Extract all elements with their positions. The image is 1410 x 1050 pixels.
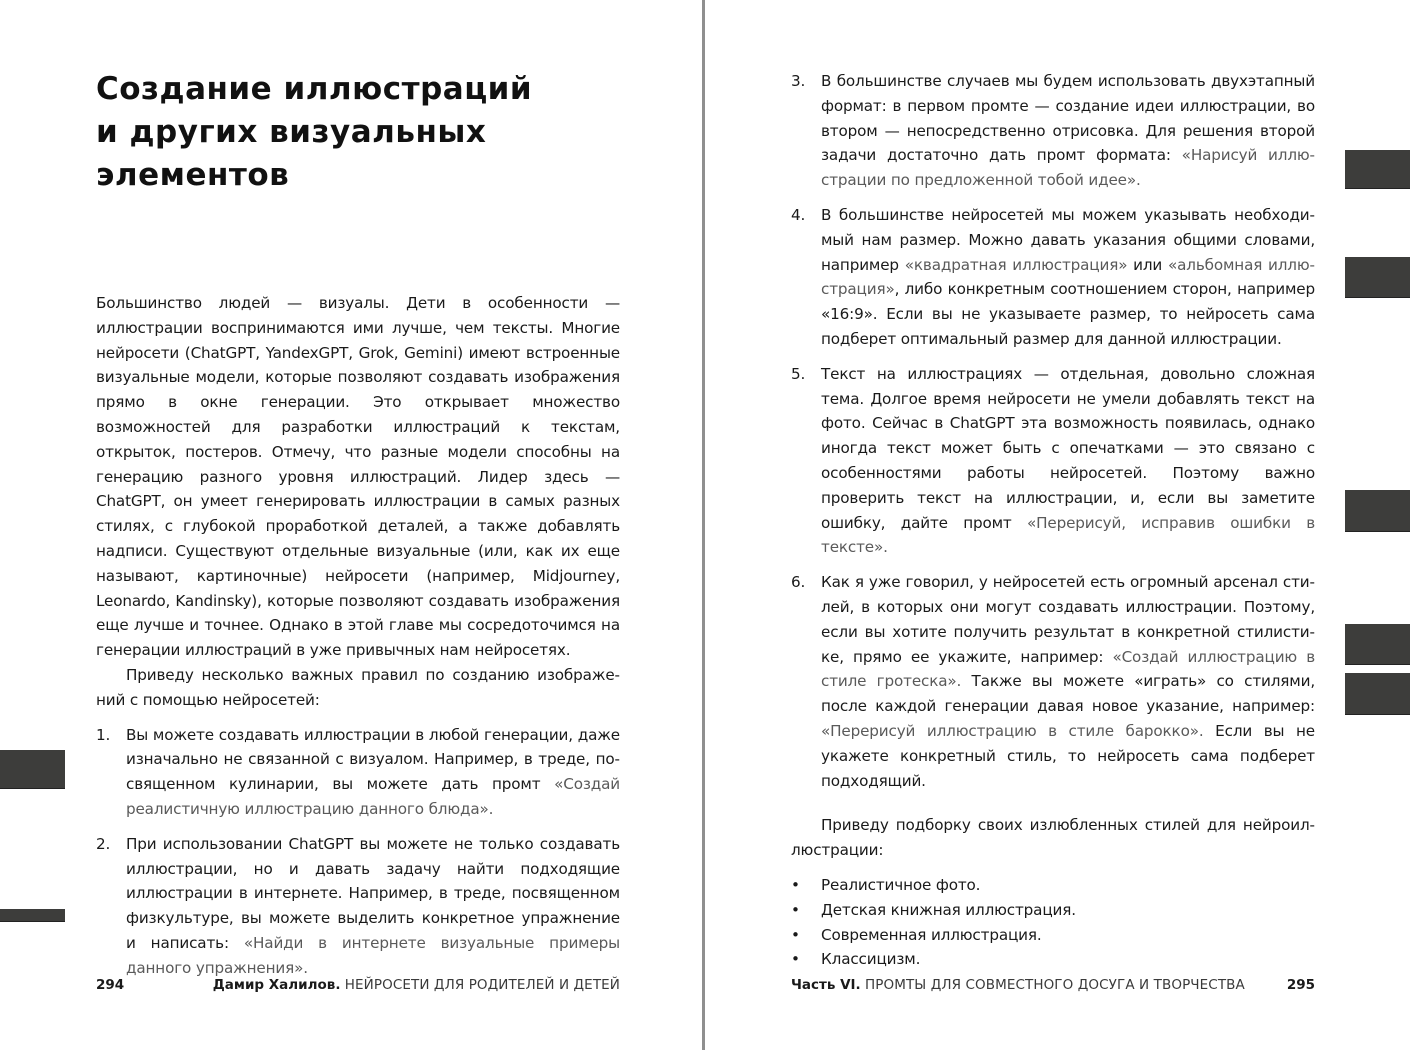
rule-text: В большинстве нейросетей мы можем указывать необходимый нам размер. Можно давать указания общими словами, например — [821, 205, 1315, 274]
title-line: элементов — [96, 157, 290, 193]
page-number: 295 — [1286, 977, 1315, 993]
running-header — [213, 975, 620, 995]
rule-number: 1. — [96, 725, 111, 744]
rules-intro: Приведу несколько важных правил по созданию изображений с помощью нейросетей: — [96, 665, 620, 709]
title-line: Создание иллюстраций — [96, 71, 533, 107]
rule-text: В большинстве случаев мы будем использовать двухэтапный формат: в первом промте — создание идеи иллюстрации, во втором — непосредственно отрисовка. Для решения второй задачи достаточно дать промт формата: — [821, 72, 1315, 165]
title-line: и других визуальных — [96, 114, 487, 150]
rule-item — [791, 203, 1315, 352]
rules-list — [96, 723, 620, 981]
rule-item — [791, 69, 1315, 193]
rule-item — [96, 723, 620, 822]
prompt-example: «Найди в интернете визуальные примеры данного упражнения». — [126, 933, 620, 977]
left-page — [0, 0, 703, 1050]
rule-text: или — [1127, 255, 1168, 274]
rule-text: При использовании ChatGPT вы можете не только создавать иллюстрации, но и давать задачу найти подходящие иллюстрации в интернете. Например, в треде, посвященном физкультуре, вы можете выделить конкретное упражнение и написать: — [126, 834, 620, 952]
rule-item — [791, 362, 1315, 560]
author-name: Дамир Халилов. — [212, 977, 341, 993]
rule-text: Также вы можете «играть» со стилями, после каждой генерации давая новое указание, например: — [821, 672, 1315, 716]
bullet-icon: • — [791, 950, 800, 969]
rules-list-continued — [791, 69, 1315, 793]
rule-item — [791, 570, 1315, 793]
left-body — [96, 291, 620, 991]
style-label: Классицизм. — [821, 950, 921, 969]
rule-number: 2. — [96, 834, 111, 853]
edge-index-tab — [0, 909, 65, 922]
bullet-icon: • — [791, 925, 800, 944]
edge-index-tab — [0, 750, 65, 789]
intro-paragraph: Большинство людей — визуалы. Дети в особенности — иллюстрации воспринимаются ими лучше, чем тексты. Многие нейросети (ChatGPT, YandexGPT, Grok, Gemini) имеют встроенные визуальные модели, которые позволяют создавать изображения прямо в окне генерации. Это открывает множество возможностей для разработки иллюстраций к текстам, открыток, постеров. Отмечу, что разные модели способны на генерацию разного уровня иллюстраций. Лидер здесь — ChatGPT, он умеет генерировать иллюстрации в самых разных стилях, с глубокой проработкой деталей, а также добавлять надписи. Существуют отдельные визуальные (или, как их еще называют, картиночные) нейросети (например, Midjourney, Leonardo, Kandinsky), которые позволяют создавать изображения еще лучше и точнее. Однако в этой главе мы сосредоточимся на генерации иллюстраций в уже привычных нам нейросетях. — [96, 294, 620, 660]
styles-list — [791, 873, 1315, 972]
prompt-example: «Нарисуй иллюстрации по предложенной тобой идее». — [821, 146, 1316, 190]
part-label: Часть VI. — [791, 977, 861, 993]
bullet-icon: • — [791, 900, 800, 919]
prompt-example: «квадратная иллюстрация» — [904, 255, 1128, 274]
style-item — [791, 923, 1315, 948]
style-item — [791, 873, 1315, 898]
edge-index-tab — [1345, 624, 1410, 665]
edge-index-tab — [1345, 490, 1410, 532]
bullet-icon: • — [791, 875, 800, 894]
rule-item — [96, 832, 620, 981]
running-header — [791, 975, 1245, 995]
style-item — [791, 947, 1315, 972]
rule-number: 3. — [791, 72, 806, 90]
edge-index-tab — [1345, 150, 1410, 189]
chapter-title — [96, 68, 616, 197]
rule-text: Текст на иллюстрациях — отдельная, довольно сложная тема. Долгое время нейросети не умели добавлять текст на фото. Сейчас в ChatGPT эта возможность появилась, однако иногда текст может быть с опечатками — это связано с особенностями работы нейросетей. Поэтому важно проверить текст на иллюстрации, и, если вы заметите ошибку, дайте промт — [821, 364, 1315, 532]
rule-number: 6. — [791, 573, 806, 592]
book-title: НЕЙРОСЕТИ ДЛЯ РОДИТЕЛЕЙ И ДЕТЕЙ — [344, 977, 620, 993]
prompt-example: «Создай реалистичную иллюстрацию данного блюда». — [126, 775, 620, 818]
prompt-example: «альбомная иллюстрация» — [821, 255, 1315, 299]
prompt-example: «Перерисуй, исправив ошибки в тексте». — [821, 513, 1316, 557]
style-label: Реалистичное фото. — [821, 875, 981, 894]
right-page — [705, 0, 1410, 1050]
styles-intro: Приведу подборку своих излюбленных стилей для нейроиллюстрации: — [791, 816, 1315, 860]
edge-index-tab — [1345, 673, 1410, 715]
style-label: Детская книжная иллюстрация. — [821, 900, 1076, 919]
rule-text: Как я уже говорил, у нейросетей есть огромный арсенал стилей, в которых они могут создавать иллюстрации. Поэтому, если вы хотите получить результат в конкретной стилистике, прямо ее укажите, например: — [821, 573, 1315, 666]
rule-text: Если вы не укажете конкретный стиль, то нейросеть сама подберет подходящий. — [821, 721, 1315, 790]
style-item — [791, 898, 1315, 923]
edge-index-tab — [1345, 257, 1410, 298]
rule-number: 4. — [791, 205, 806, 224]
prompt-example: «Перерисуй иллюстрацию в стиле барокко». — [821, 721, 1204, 740]
right-body — [791, 69, 1315, 972]
prompt-example: «Создай иллюстрацию в стиле гротеска». — [821, 647, 1315, 691]
page-number: 294 — [96, 977, 125, 993]
style-label: Современная иллюстрация. — [821, 925, 1042, 944]
rule-text: , либо конкретным соотношением сторон, например «16:9». Если вы не указываете размер, то нейросеть сама подберет оптимальный размер для данной иллюстрации. — [821, 280, 1315, 348]
rule-number: 5. — [791, 364, 806, 383]
part-title: ПРОМТЫ ДЛЯ СОВМЕСТНОГО ДОСУГА И ТВОРЧЕСТВА — [864, 977, 1245, 993]
rule-text: Вы можете создавать иллюстрации в любой генерации, даже изначально не связанной с визуалом. Например, в треде, посвященном кулинарии, вы можете дать промт — [126, 725, 620, 794]
